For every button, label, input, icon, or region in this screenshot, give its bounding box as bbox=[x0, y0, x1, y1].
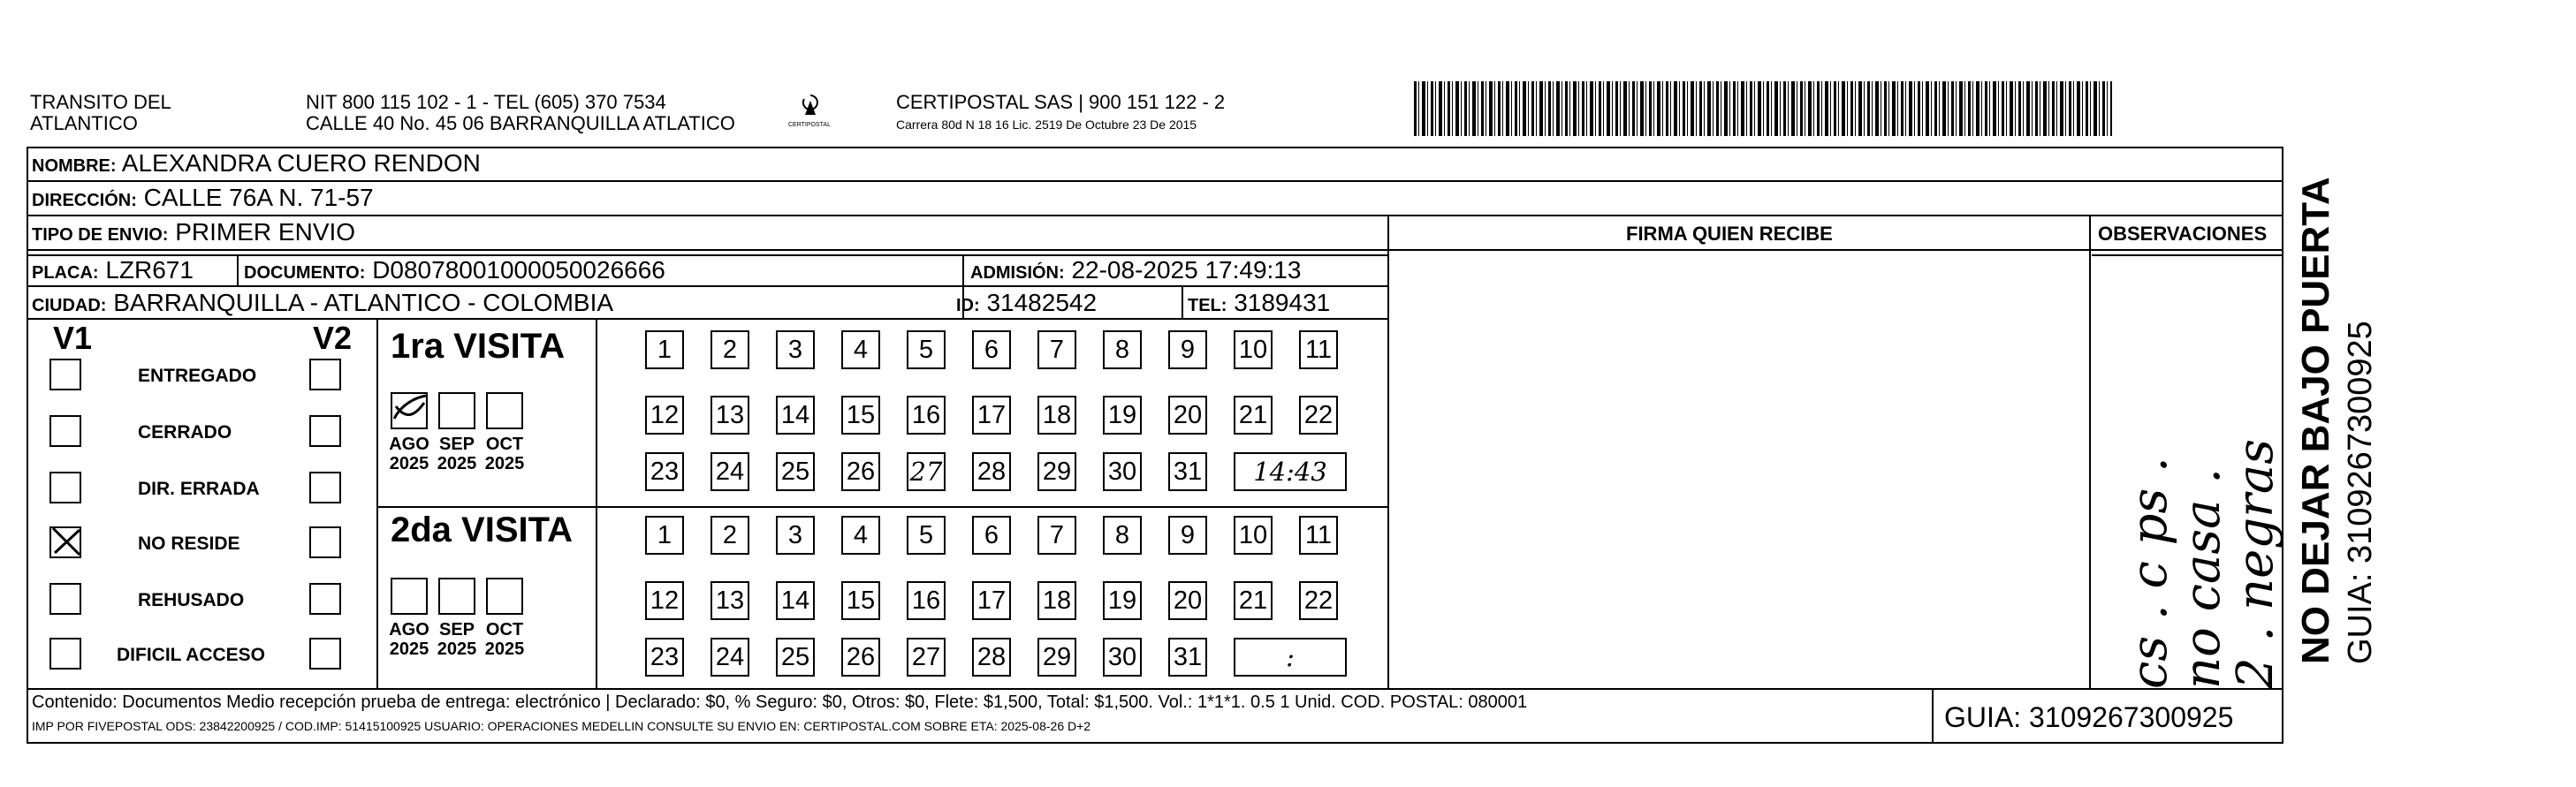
visit-time-box[interactable]: : bbox=[1234, 638, 1347, 677]
recipient-name: ALEXANDRA CUERO RENDON bbox=[121, 149, 481, 177]
day-box[interactable]: 29 bbox=[1037, 638, 1076, 677]
day-box[interactable]: 8 bbox=[1103, 516, 1142, 555]
month-checkbox[interactable] bbox=[438, 392, 475, 429]
day-box[interactable]: 18 bbox=[1037, 396, 1076, 435]
certipostal-logo bbox=[788, 92, 831, 132]
sender-address: CALLE 40 No. 45 06 BARRANQUILLA ATLATICO bbox=[306, 112, 735, 134]
day-box[interactable]: 2 bbox=[710, 330, 749, 369]
city-label: CIUDAD: bbox=[32, 296, 107, 315]
day-box[interactable]: 20 bbox=[1168, 396, 1207, 435]
month-checkbox[interactable] bbox=[486, 392, 523, 429]
v2-checkbox[interactable] bbox=[309, 638, 341, 670]
admission-field bbox=[970, 255, 1301, 288]
day-box[interactable]: 26 bbox=[841, 452, 880, 491]
v2-checkbox[interactable] bbox=[309, 472, 341, 503]
day-box[interactable]: 9 bbox=[1168, 516, 1207, 555]
day-box[interactable]: 4 bbox=[841, 330, 880, 369]
visit1-title: 1ra VISITA bbox=[391, 327, 566, 366]
tel-field bbox=[1188, 288, 1330, 321]
day-box[interactable]: 12 bbox=[645, 581, 684, 620]
v1-checkbox[interactable] bbox=[49, 472, 81, 503]
v2-header: V2 bbox=[313, 320, 353, 356]
recipient-address-field bbox=[32, 183, 374, 216]
day-box[interactable]: 13 bbox=[710, 396, 749, 435]
no-dejar-bajo-puerta: NO DEJAR BAJO PUERTA bbox=[2294, 177, 2337, 664]
day-box[interactable]: 29 bbox=[1037, 452, 1076, 491]
day-box[interactable]: 25 bbox=[776, 452, 815, 491]
status-option-label: CERRADO bbox=[138, 422, 232, 443]
year-label: 2025 bbox=[389, 454, 429, 473]
v2-checkbox[interactable] bbox=[309, 583, 341, 615]
day-box[interactable]: 14 bbox=[776, 396, 815, 435]
month-label: SEP bbox=[438, 620, 475, 639]
day-box[interactable]: 27 bbox=[907, 638, 946, 677]
day-box[interactable]: 27 bbox=[907, 452, 946, 491]
recipient-id: 31482542 bbox=[986, 289, 1098, 316]
day-box[interactable]: 14 bbox=[776, 581, 815, 620]
send-type: PRIMER ENVIO bbox=[175, 218, 356, 246]
day-box[interactable]: 6 bbox=[972, 516, 1011, 555]
day-box[interactable]: 3 bbox=[776, 516, 815, 555]
day-box[interactable]: 12 bbox=[645, 396, 684, 435]
day-box[interactable]: 4 bbox=[841, 516, 880, 555]
day-box[interactable]: 21 bbox=[1234, 581, 1273, 620]
tel-label: TEL: bbox=[1188, 296, 1227, 315]
plate-label: PLACA: bbox=[32, 263, 99, 283]
day-box[interactable]: 17 bbox=[972, 581, 1011, 620]
day-box[interactable]: 21 bbox=[1234, 396, 1273, 435]
day-box[interactable]: 8 bbox=[1103, 330, 1142, 369]
day-box[interactable]: 23 bbox=[645, 638, 684, 677]
day-box[interactable]: 1 bbox=[645, 516, 684, 555]
day-box[interactable]: 19 bbox=[1103, 581, 1142, 620]
content-description: Contenido: Documentos Medio recepción prueba de entrega: electrónico | Declarado: $0, % Seguro: $0, Otros: $0, Flete: $1,500, Total: $1,500. Vol.: 1*1*1. 0.5 1 Unid. COD. POSTAL: 080001 bbox=[32, 692, 1528, 712]
day-box[interactable]: 10 bbox=[1234, 330, 1273, 369]
document-number: D08078001000050026666 bbox=[372, 256, 665, 284]
year-label: 2025 bbox=[437, 639, 477, 659]
recipient-address: CALLE 76A N. 71-57 bbox=[143, 184, 374, 211]
courier-name: CERTIPOSTAL SAS | 900 151 122 - 2 bbox=[896, 91, 1226, 113]
day-box[interactable]: 22 bbox=[1299, 581, 1338, 620]
observations-header: OBSERVACIONES bbox=[2098, 223, 2268, 245]
month-checkbox[interactable] bbox=[438, 578, 475, 615]
day-box[interactable]: 26 bbox=[841, 638, 880, 677]
print-info: IMP POR FIVEPOSTAL ODS: 23842200925 / COD.IMP: 51415100925 USUARIO: OPERACIONES MEDELLIN CONSULTE SU ENVIO EN: CERTIPOSTAL.COM SOBRE ETA: 2025-08-26 D+2 bbox=[32, 719, 1091, 733]
year-label: 2025 bbox=[484, 639, 525, 659]
observation-line-1: cs . c ps . bbox=[2121, 457, 2178, 689]
plate-field bbox=[32, 255, 194, 288]
year-label: 2025 bbox=[484, 454, 525, 473]
signature-header: FIRMA QUIEN RECIBE bbox=[1626, 223, 1833, 245]
shipment-barcode bbox=[1414, 81, 2112, 136]
day-box[interactable]: 18 bbox=[1037, 581, 1076, 620]
visit2-title: 2da VISITA bbox=[391, 511, 573, 549]
month-label: SEP bbox=[438, 435, 475, 454]
v1-checkbox[interactable] bbox=[49, 638, 81, 670]
v1-checkbox[interactable] bbox=[49, 583, 81, 615]
day-box[interactable]: 25 bbox=[776, 638, 815, 677]
day-box[interactable]: 7 bbox=[1037, 330, 1076, 369]
day-box[interactable]: 20 bbox=[1168, 581, 1207, 620]
send-type-field bbox=[32, 217, 355, 250]
day-box[interactable]: 19 bbox=[1103, 396, 1142, 435]
day-box[interactable]: 31 bbox=[1168, 452, 1207, 491]
day-box[interactable]: 15 bbox=[841, 396, 880, 435]
delivery-form-frame bbox=[27, 147, 2283, 744]
v2-checkbox[interactable] bbox=[309, 526, 341, 558]
address-label: DIRECCIÓN: bbox=[32, 191, 137, 210]
name-label: NOMBRE: bbox=[32, 156, 117, 176]
day-box[interactable]: 13 bbox=[710, 581, 749, 620]
recipient-tel: 3189431 bbox=[1234, 289, 1331, 316]
day-box[interactable]: 16 bbox=[907, 581, 946, 620]
id-label: ID: bbox=[956, 296, 980, 315]
month-label: AGO bbox=[389, 620, 429, 639]
observation-line-2: no casa . bbox=[2174, 467, 2231, 689]
plate: LZR671 bbox=[105, 256, 194, 284]
v2-checkbox[interactable] bbox=[309, 415, 341, 447]
month-checkbox[interactable] bbox=[391, 578, 428, 615]
sender-name-line2: ATLANTICO bbox=[30, 112, 138, 134]
day-box[interactable]: 3 bbox=[776, 330, 815, 369]
observation-line-3: 2 . negras bbox=[2227, 439, 2284, 689]
v1-checkbox[interactable] bbox=[49, 359, 81, 390]
day-box[interactable]: 30 bbox=[1103, 638, 1142, 677]
day-box[interactable]: 9 bbox=[1168, 330, 1207, 369]
v2-checkbox[interactable] bbox=[309, 359, 341, 390]
month-label: AGO bbox=[389, 435, 429, 454]
status-option-label: DIFICIL ACCESO bbox=[117, 645, 266, 665]
courier-license: Carrera 80d N 18 16 Lic. 2519 De Octubre 23 De 2015 bbox=[896, 117, 1197, 132]
sender-name-line1: TRANSITO DEL bbox=[30, 91, 171, 113]
month-checkbox[interactable] bbox=[486, 578, 523, 615]
document-label: DOCUMENTO: bbox=[244, 263, 366, 283]
day-box[interactable]: 1 bbox=[645, 330, 684, 369]
month-label: OCT bbox=[485, 620, 524, 639]
document-field bbox=[244, 255, 665, 288]
day-box[interactable]: 28 bbox=[972, 452, 1011, 491]
year-label: 2025 bbox=[389, 639, 429, 659]
day-box[interactable]: 11 bbox=[1299, 330, 1338, 369]
month-label: OCT bbox=[485, 435, 524, 454]
day-box[interactable]: 17 bbox=[972, 396, 1011, 435]
day-box[interactable]: 24 bbox=[710, 638, 749, 677]
visit-time-box[interactable]: 14:43 bbox=[1234, 452, 1347, 491]
day-box[interactable]: 5 bbox=[907, 516, 946, 555]
day-box[interactable]: 30 bbox=[1103, 452, 1142, 491]
v1-header: V1 bbox=[53, 320, 93, 356]
status-option-label: REHUSADO bbox=[138, 590, 245, 610]
day-box[interactable]: 6 bbox=[972, 330, 1011, 369]
side-guia-number: GUIA: 3109267300925 bbox=[2342, 321, 2379, 664]
sender-nit: NIT 800 115 102 - 1 - TEL (605) 370 7534 bbox=[306, 91, 666, 113]
guia-number: GUIA: 3109267300925 bbox=[1944, 701, 2234, 733]
day-box[interactable]: 7 bbox=[1037, 516, 1076, 555]
ago-checkmark bbox=[389, 389, 433, 433]
status-option-label: DIR. ERRADA bbox=[138, 479, 260, 499]
recipient-name-field bbox=[32, 148, 481, 181]
year-label: 2025 bbox=[437, 454, 477, 473]
send-type-label: TIPO DE ENVIO: bbox=[32, 225, 169, 245]
admission-label: ADMISIÓN: bbox=[970, 263, 1065, 283]
status-option-label: ENTREGADO bbox=[138, 366, 257, 386]
day-box[interactable]: 5 bbox=[907, 330, 946, 369]
day-box[interactable]: 10 bbox=[1234, 516, 1273, 555]
day-box[interactable]: 31 bbox=[1168, 638, 1207, 677]
v1-checkbox[interactable] bbox=[49, 415, 81, 447]
day-box[interactable]: 15 bbox=[841, 581, 880, 620]
day-box[interactable]: 28 bbox=[972, 638, 1011, 677]
admission-datetime: 22-08-2025 17:49:13 bbox=[1071, 256, 1302, 284]
city-field bbox=[32, 288, 613, 321]
logo-text: CERTIPOSTAL bbox=[788, 122, 831, 128]
day-box[interactable]: 16 bbox=[907, 396, 946, 435]
no-reside-x-mark bbox=[49, 525, 85, 560]
day-box[interactable]: 2 bbox=[710, 516, 749, 555]
day-box[interactable]: 23 bbox=[645, 452, 684, 491]
city: BARRANQUILLA - ATLANTICO - COLOMBIA bbox=[113, 289, 614, 316]
status-option-label: NO RESIDE bbox=[138, 533, 240, 554]
day-box[interactable]: 24 bbox=[710, 452, 749, 491]
day-box[interactable]: 11 bbox=[1299, 516, 1338, 555]
id-field bbox=[956, 288, 1097, 321]
day-box[interactable]: 22 bbox=[1299, 396, 1338, 435]
